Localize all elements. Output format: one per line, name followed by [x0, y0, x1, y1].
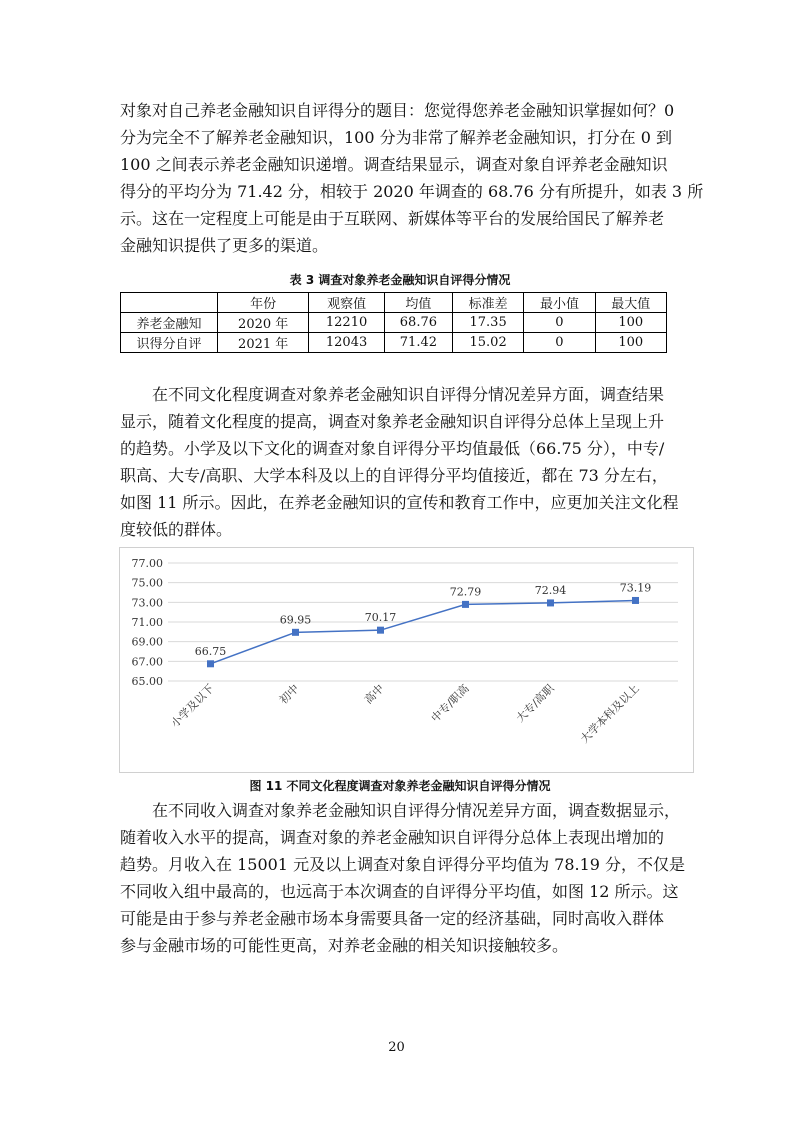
data-label: 69.95 — [279, 613, 312, 627]
table-row — [121, 333, 667, 353]
paragraph-line: 得分的平均分为 71.42 分，相较于 2020 年调查的 68.76 分有所提升，如表 3 所 — [120, 182, 704, 201]
table-corner-cell — [121, 293, 218, 313]
paragraph-line: 参与金融市场的可能性更高，对养老金融的相关知识接触较多。 — [120, 936, 569, 955]
data-point-marker — [377, 627, 384, 634]
data-label: 66.75 — [194, 644, 227, 658]
table-cell: 100 — [595, 333, 666, 353]
table-header-cell: 最小值 — [524, 293, 595, 313]
paragraph-line: 分为完全不了解养老金融知识，100 分为非常了解养老金融知识，打分在 0 到 — [120, 128, 672, 147]
paragraph-line: 不同收入组中最高的，也远高于本次调查的自评得分平均值，如图 12 所示。这 — [120, 882, 679, 901]
table-header-cell: 标准差 — [452, 293, 523, 313]
table-header-row — [121, 293, 667, 313]
paragraph-2 — [120, 381, 680, 543]
table-header-cell: 最大值 — [595, 293, 666, 313]
table-row-header: 识得分自评 — [121, 333, 218, 353]
table-cell: 15.02 — [452, 333, 523, 353]
paragraph-3 — [120, 797, 686, 959]
table-header-cell: 年份 — [218, 293, 309, 313]
table-cell: 2020 年 — [218, 313, 309, 333]
y-tick-label: 71.00 — [131, 616, 163, 629]
x-tick-label: 高中 — [361, 681, 387, 707]
paragraph-line: 对象对自己养老金融知识自评得分的题目：您觉得您养老金融知识掌握如何？0 — [120, 101, 675, 120]
paragraph-line: 趋势。月收入在 15001 元及以上调查对象自评得分平均值为 78.19 分，不仅是 — [120, 855, 686, 874]
figure-caption: 图 11 不同文化程度调查对象养老金融知识自评得分情况 — [249, 779, 551, 793]
x-tick-label: 初中 — [276, 681, 302, 707]
x-tick-label: 大专/高职 — [513, 681, 557, 725]
table-row-header: 养老金融知 — [121, 313, 218, 333]
stats-table — [120, 292, 667, 353]
paragraph-line: 的趋势。小学及以下文化的调查对象自评得分平均值最低（66.75 分），中专/ — [120, 439, 665, 458]
chart-container — [119, 547, 694, 773]
paragraph-line: 可能是由于参与养老金融市场本身需要具备一定的经济基础，同时高收入群体 — [120, 909, 665, 928]
table-header-cell: 均值 — [384, 293, 452, 313]
paragraph-line: 100 之间表示养老金融知识递增。调查结果显示，调查对象自评养老金融知识 — [120, 155, 668, 174]
paragraph-line: 在不同文化程度调查对象养老金融知识自评得分情况差异方面，调查结果 — [152, 385, 665, 404]
y-tick-label: 69.00 — [131, 635, 163, 649]
table-cell: 0 — [524, 333, 595, 353]
paragraph-line: 在不同收入调查对象养老金融知识自评得分情况差异方面，调查数据显示， — [152, 801, 681, 820]
x-tick-label: 大学本科及以上 — [577, 681, 642, 746]
table-row — [121, 313, 667, 333]
data-point-marker — [547, 599, 554, 606]
paragraph-line: 度较低的群体。 — [120, 520, 233, 539]
paragraph-line: 职高、大专/高职、大学本科及以上的自评得分平均值接近，都在 73 分左右， — [120, 466, 668, 485]
table-cell: 100 — [595, 313, 666, 333]
table-cell: 71.42 — [384, 333, 452, 353]
y-tick-label: 67.00 — [131, 655, 163, 669]
paragraph-line: 如图 11 所示。因此，在养老金融知识的宣传和教育工作中，应更加关注文化程 — [120, 493, 679, 512]
x-tick-label: 中专/职高 — [428, 681, 472, 725]
data-point-marker — [292, 629, 299, 636]
y-tick-label: 77.00 — [131, 557, 163, 570]
table-caption: 表 3 调查对象养老金融知识自评得分情况 — [289, 273, 511, 287]
line-chart — [120, 548, 693, 772]
data-label: 73.19 — [619, 581, 652, 595]
data-point-marker — [462, 601, 469, 608]
paragraph-line: 金融知识提供了更多的渠道。 — [120, 236, 329, 255]
page-number: 20 — [388, 1040, 405, 1055]
data-point-marker — [207, 660, 214, 667]
series-line — [211, 600, 636, 663]
paragraph-1 — [120, 97, 704, 259]
x-tick-label: 小学及以下 — [168, 681, 217, 731]
table-cell: 68.76 — [384, 313, 452, 333]
y-tick-label: 75.00 — [131, 576, 163, 590]
data-label: 72.94 — [534, 583, 567, 597]
data-label: 70.17 — [364, 611, 397, 625]
y-tick-label: 65.00 — [131, 675, 163, 688]
table-header-cell: 观察值 — [309, 293, 385, 313]
table-cell: 0 — [524, 313, 595, 333]
data-label: 72.79 — [449, 585, 482, 599]
table-cell: 2021 年 — [218, 333, 309, 353]
paragraph-line: 随着收入水平的提高，调查对象的养老金融知识自评得分总体上表现出增加的 — [120, 828, 665, 847]
data-point-marker — [632, 597, 639, 604]
paragraph-line: 示。这在一定程度上可能是由于互联网、新媒体等平台的发展给国民了解养老 — [120, 209, 665, 228]
table-cell: 17.35 — [452, 313, 523, 333]
table-cell: 12210 — [309, 313, 385, 333]
table-cell: 12043 — [309, 333, 385, 353]
y-tick-label: 73.00 — [131, 596, 163, 610]
paragraph-line: 显示，随着文化程度的提高，调查对象养老金融知识自评得分总体上呈现上升 — [120, 412, 665, 431]
